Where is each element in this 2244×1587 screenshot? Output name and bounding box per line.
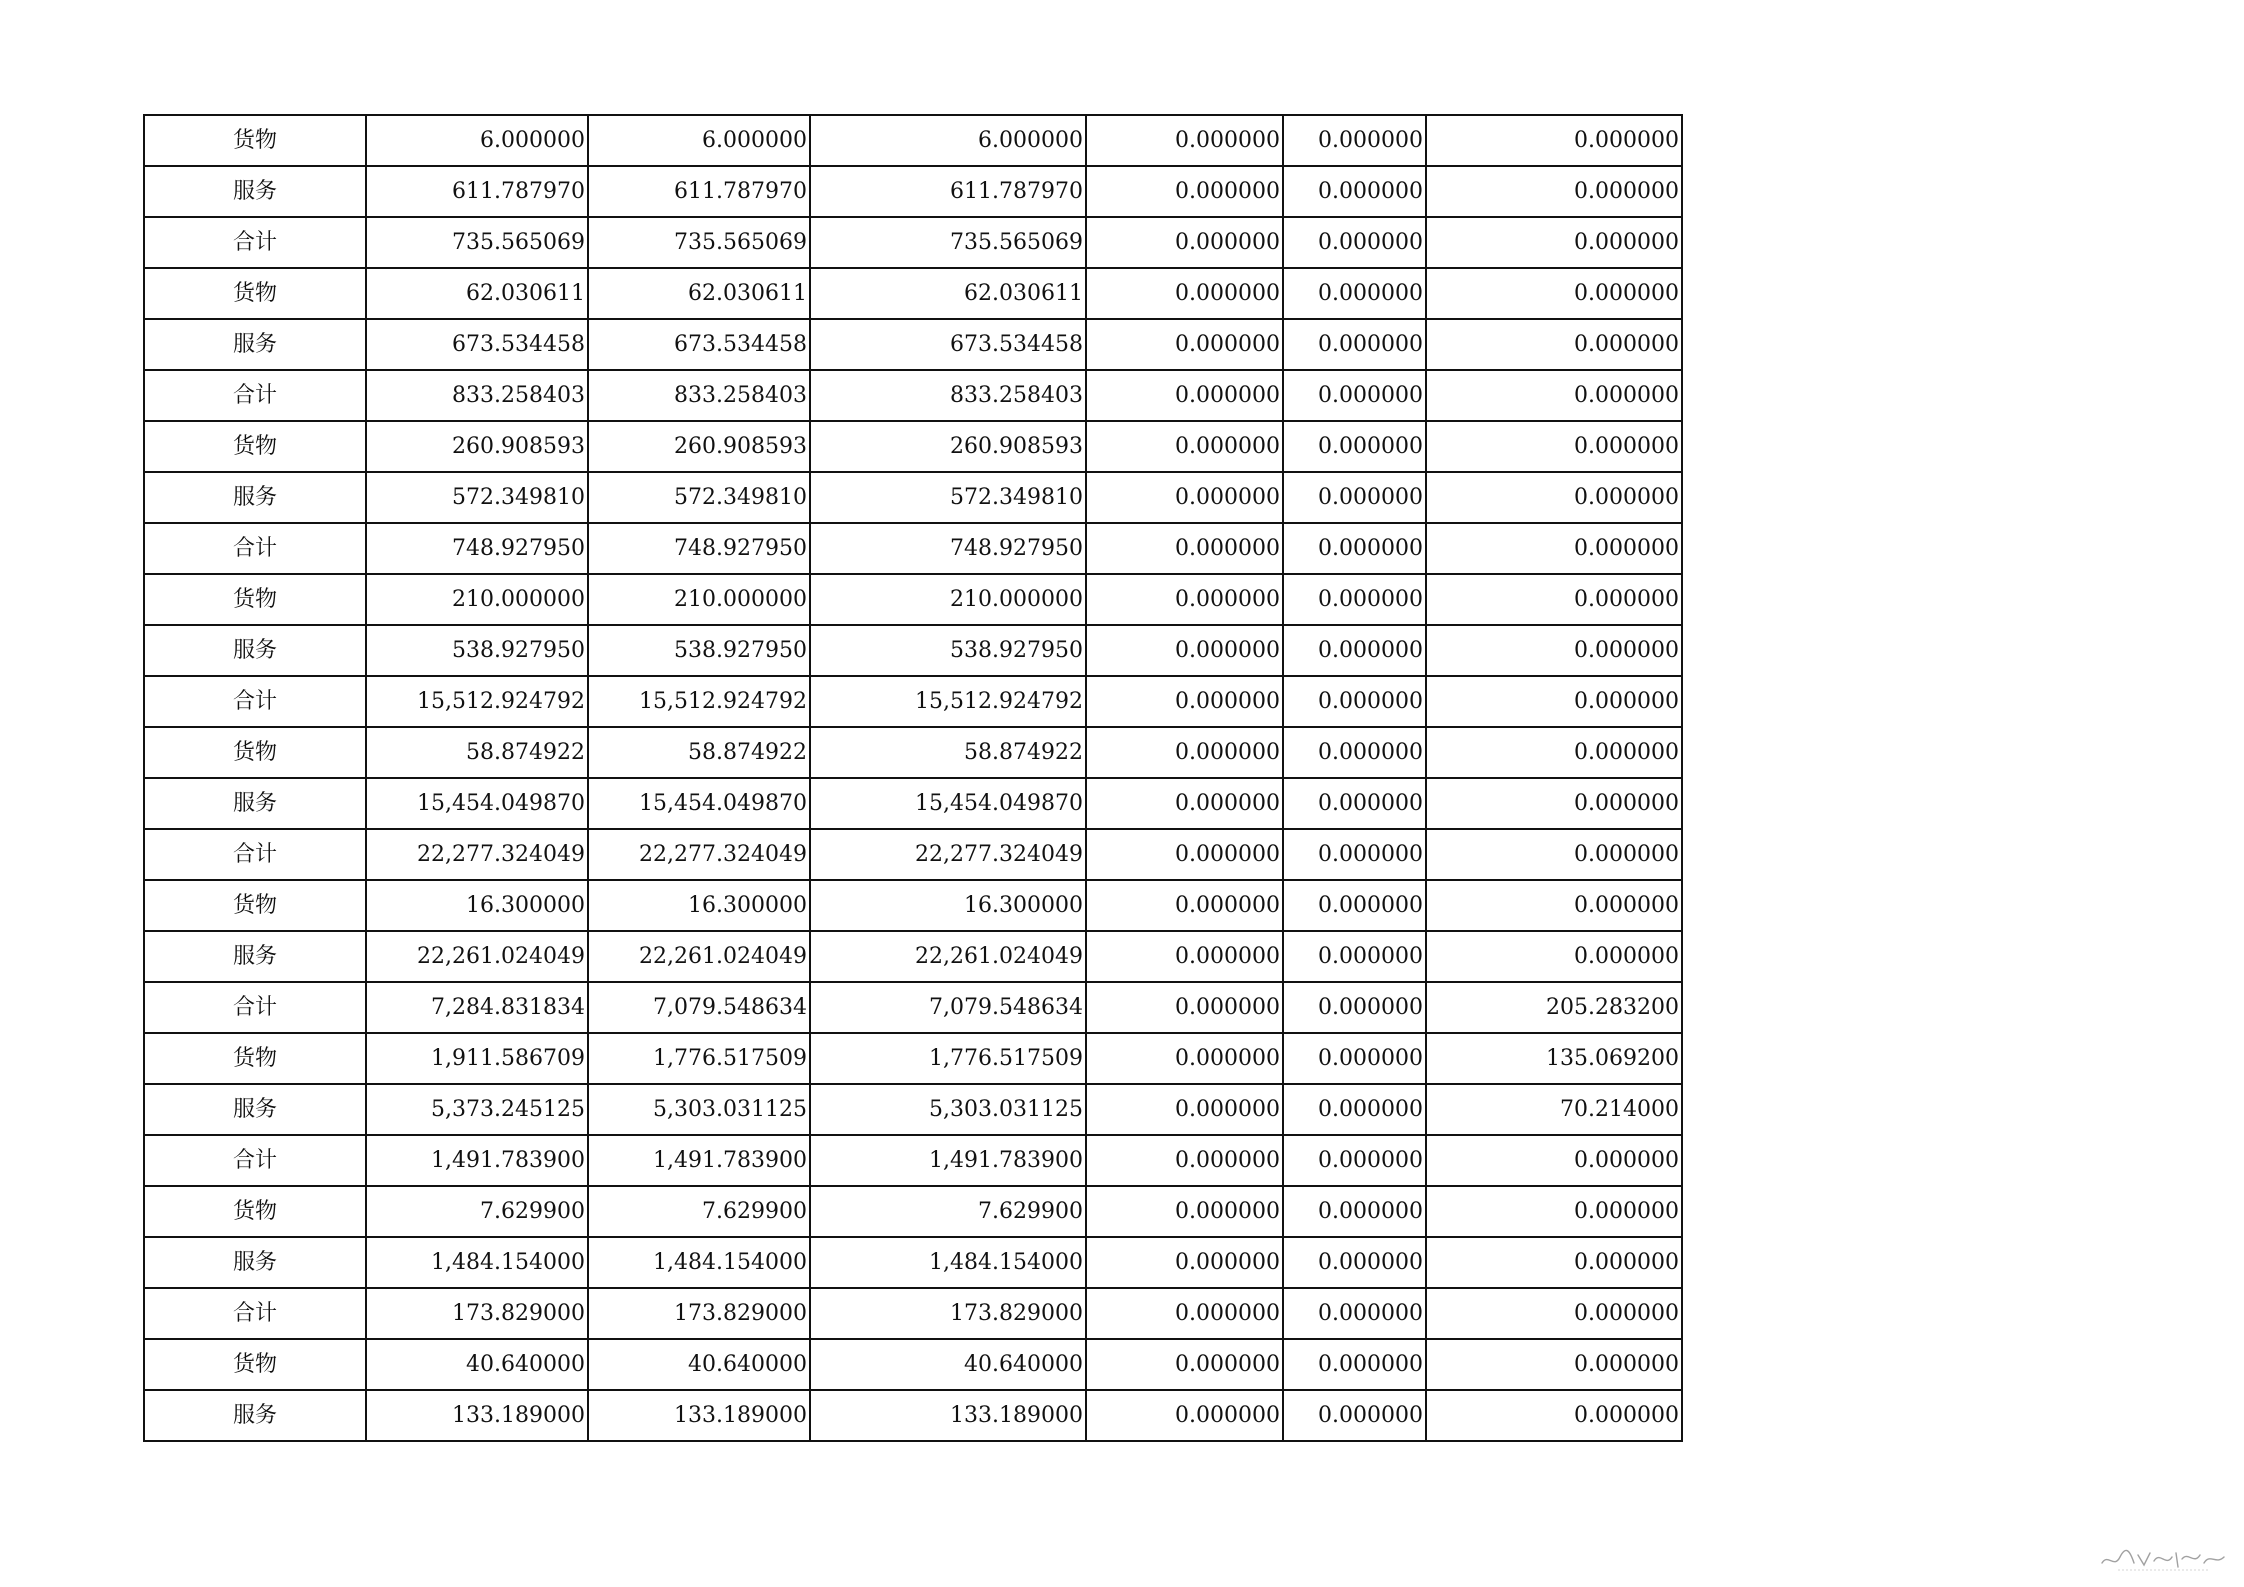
table-cell: 0.000000 (1426, 1288, 1682, 1339)
table-cell: 1,491.783900 (366, 1135, 588, 1186)
table-cell: 7,284.831834 (366, 982, 588, 1033)
table-cell: 0.000000 (1283, 574, 1426, 625)
table-cell: 5,303.031125 (588, 1084, 810, 1135)
table-cell: 673.534458 (588, 319, 810, 370)
table-cell: 0.000000 (1283, 676, 1426, 727)
table-row (144, 676, 1682, 727)
table-cell: 0.000000 (1283, 217, 1426, 268)
table-cell: 0.000000 (1086, 982, 1283, 1033)
row-label: 货物 (144, 421, 366, 472)
table-cell: 0.000000 (1426, 778, 1682, 829)
table-cell: 0.000000 (1086, 115, 1283, 166)
table-cell: 0.000000 (1426, 1339, 1682, 1390)
table-cell: 0.000000 (1086, 625, 1283, 676)
row-label: 货物 (144, 727, 366, 778)
table-row (144, 1237, 1682, 1288)
table-cell: 833.258403 (366, 370, 588, 421)
table-cell: 1,491.783900 (810, 1135, 1086, 1186)
table-cell: 0.000000 (1426, 523, 1682, 574)
row-label: 合计 (144, 217, 366, 268)
table-cell: 6.000000 (810, 115, 1086, 166)
table-cell: 0.000000 (1086, 217, 1283, 268)
table-cell: 0.000000 (1086, 931, 1283, 982)
table-cell: 0.000000 (1426, 625, 1682, 676)
table-row (144, 982, 1682, 1033)
table-cell: 62.030611 (810, 268, 1086, 319)
table-row (144, 1135, 1682, 1186)
table-cell: 0.000000 (1086, 829, 1283, 880)
table-cell: 0.000000 (1426, 166, 1682, 217)
row-label: 服务 (144, 931, 366, 982)
table-row (144, 829, 1682, 880)
table-cell: 0.000000 (1086, 1033, 1283, 1084)
table-row (144, 523, 1682, 574)
table-cell: 748.927950 (810, 523, 1086, 574)
table-cell: 572.349810 (810, 472, 1086, 523)
table-cell: 1,491.783900 (588, 1135, 810, 1186)
table-cell: 0.000000 (1283, 166, 1426, 217)
table-cell: 7,079.548634 (588, 982, 810, 1033)
table-cell: 210.000000 (588, 574, 810, 625)
table-row (144, 1288, 1682, 1339)
table-row (144, 370, 1682, 421)
table-cell: 5,303.031125 (810, 1084, 1086, 1135)
table-row (144, 1390, 1682, 1441)
table-cell: 0.000000 (1283, 625, 1426, 676)
table-cell: 22,261.024049 (588, 931, 810, 982)
row-label: 服务 (144, 166, 366, 217)
table-cell: 1,484.154000 (810, 1237, 1086, 1288)
table-cell: 0.000000 (1283, 523, 1426, 574)
table-cell: 0.000000 (1283, 931, 1426, 982)
table-cell: 6.000000 (366, 115, 588, 166)
table-cell: 0.000000 (1086, 523, 1283, 574)
table-row (144, 115, 1682, 166)
table-row (144, 319, 1682, 370)
table-row (144, 472, 1682, 523)
table-cell: 173.829000 (810, 1288, 1086, 1339)
watermark-signature (2098, 1545, 2228, 1573)
table-cell: 22,277.324049 (588, 829, 810, 880)
table-cell: 0.000000 (1426, 931, 1682, 982)
table-row (144, 727, 1682, 778)
row-label: 服务 (144, 778, 366, 829)
table-cell: 0.000000 (1086, 778, 1283, 829)
table-cell: 15,512.924792 (366, 676, 588, 727)
table-cell: 205.283200 (1426, 982, 1682, 1033)
table-cell: 0.000000 (1426, 1135, 1682, 1186)
table-cell: 1,484.154000 (366, 1237, 588, 1288)
table-cell: 1,484.154000 (588, 1237, 810, 1288)
row-label: 货物 (144, 880, 366, 931)
table-cell: 0.000000 (1086, 370, 1283, 421)
table-cell: 0.000000 (1426, 1390, 1682, 1441)
table-cell: 0.000000 (1283, 319, 1426, 370)
table-cell: 0.000000 (1283, 829, 1426, 880)
table-row (144, 880, 1682, 931)
table-cell: 0.000000 (1283, 1237, 1426, 1288)
table-cell: 0.000000 (1426, 370, 1682, 421)
table-cell: 0.000000 (1426, 727, 1682, 778)
table-cell: 15,454.049870 (588, 778, 810, 829)
table-cell: 0.000000 (1283, 370, 1426, 421)
table-row (144, 1084, 1682, 1135)
table-cell: 0.000000 (1426, 1186, 1682, 1237)
table-cell: 611.787970 (588, 166, 810, 217)
table-cell: 260.908593 (810, 421, 1086, 472)
table-cell: 22,277.324049 (810, 829, 1086, 880)
table-cell: 210.000000 (366, 574, 588, 625)
table-cell: 173.829000 (588, 1288, 810, 1339)
table-cell: 0.000000 (1086, 1390, 1283, 1441)
table-body (144, 115, 1682, 1441)
table-cell: 0.000000 (1086, 574, 1283, 625)
table-cell: 0.000000 (1086, 1084, 1283, 1135)
table-cell: 7,079.548634 (810, 982, 1086, 1033)
table-cell: 58.874922 (810, 727, 1086, 778)
table-cell: 15,454.049870 (810, 778, 1086, 829)
table-cell: 133.189000 (588, 1390, 810, 1441)
row-label: 服务 (144, 472, 366, 523)
table-cell: 40.640000 (810, 1339, 1086, 1390)
row-label: 合计 (144, 1288, 366, 1339)
table-cell: 0.000000 (1086, 1135, 1283, 1186)
table-cell: 6.000000 (588, 115, 810, 166)
row-label: 货物 (144, 1186, 366, 1237)
row-label: 服务 (144, 319, 366, 370)
table-cell: 16.300000 (588, 880, 810, 931)
table-cell: 7.629900 (810, 1186, 1086, 1237)
table-cell: 0.000000 (1086, 1237, 1283, 1288)
table-cell: 62.030611 (366, 268, 588, 319)
row-label: 合计 (144, 1135, 366, 1186)
row-label: 服务 (144, 1390, 366, 1441)
table-cell: 0.000000 (1426, 268, 1682, 319)
table-cell: 1,911.586709 (366, 1033, 588, 1084)
table-cell: 22,261.024049 (810, 931, 1086, 982)
table-cell: 0.000000 (1283, 1186, 1426, 1237)
table-cell: 572.349810 (366, 472, 588, 523)
table-cell: 7.629900 (366, 1186, 588, 1237)
table-cell: 0.000000 (1283, 472, 1426, 523)
table-row (144, 217, 1682, 268)
table-cell: 0.000000 (1283, 982, 1426, 1033)
table-cell: 0.000000 (1086, 268, 1283, 319)
table-cell: 0.000000 (1283, 778, 1426, 829)
row-label: 货物 (144, 1339, 366, 1390)
row-label: 货物 (144, 1033, 366, 1084)
row-label: 货物 (144, 268, 366, 319)
table-row (144, 1033, 1682, 1084)
table-cell: 833.258403 (588, 370, 810, 421)
table-cell: 0.000000 (1283, 268, 1426, 319)
table-cell: 0.000000 (1283, 1033, 1426, 1084)
table-cell: 135.069200 (1426, 1033, 1682, 1084)
table-cell: 0.000000 (1086, 472, 1283, 523)
table-cell: 0.000000 (1283, 1084, 1426, 1135)
table-cell: 58.874922 (366, 727, 588, 778)
table-cell: 15,454.049870 (366, 778, 588, 829)
table-cell: 7.629900 (588, 1186, 810, 1237)
table-row (144, 1339, 1682, 1390)
table-cell: 22,261.024049 (366, 931, 588, 982)
data-table (143, 114, 1683, 1442)
table-cell: 15,512.924792 (588, 676, 810, 727)
row-label: 合计 (144, 370, 366, 421)
table-cell: 0.000000 (1283, 1288, 1426, 1339)
row-label: 合计 (144, 982, 366, 1033)
table-cell: 40.640000 (366, 1339, 588, 1390)
table-cell: 133.189000 (810, 1390, 1086, 1441)
table-row (144, 931, 1682, 982)
table-cell: 748.927950 (366, 523, 588, 574)
table-cell: 0.000000 (1086, 1186, 1283, 1237)
table-cell: 0.000000 (1426, 115, 1682, 166)
table-cell: 0.000000 (1426, 217, 1682, 268)
table-row (144, 421, 1682, 472)
table-cell: 0.000000 (1283, 1339, 1426, 1390)
table-cell: 0.000000 (1086, 166, 1283, 217)
table-cell: 0.000000 (1086, 1339, 1283, 1390)
row-label: 货物 (144, 115, 366, 166)
table-cell: 735.565069 (588, 217, 810, 268)
table-cell: 133.189000 (366, 1390, 588, 1441)
table-cell: 0.000000 (1283, 1135, 1426, 1186)
table-row (144, 268, 1682, 319)
table-cell: 0.000000 (1426, 1237, 1682, 1288)
table-cell: 0.000000 (1086, 676, 1283, 727)
table-row (144, 166, 1682, 217)
table-cell: 611.787970 (810, 166, 1086, 217)
table-cell: 0.000000 (1086, 319, 1283, 370)
table-cell: 22,277.324049 (366, 829, 588, 880)
table-cell: 538.927950 (366, 625, 588, 676)
table-cell: 735.565069 (810, 217, 1086, 268)
table-cell: 735.565069 (366, 217, 588, 268)
table-cell: 538.927950 (810, 625, 1086, 676)
row-label: 合计 (144, 676, 366, 727)
table-row (144, 778, 1682, 829)
table-cell: 16.300000 (810, 880, 1086, 931)
table-cell: 173.829000 (366, 1288, 588, 1339)
table-cell: 0.000000 (1086, 880, 1283, 931)
table-cell: 673.534458 (810, 319, 1086, 370)
table-cell: 58.874922 (588, 727, 810, 778)
table-cell: 70.214000 (1426, 1084, 1682, 1135)
table-cell: 611.787970 (366, 166, 588, 217)
table-cell: 0.000000 (1283, 421, 1426, 472)
table-row (144, 574, 1682, 625)
table-cell: 0.000000 (1283, 880, 1426, 931)
table-cell: 0.000000 (1426, 319, 1682, 370)
table-cell: 748.927950 (588, 523, 810, 574)
table-cell: 62.030611 (588, 268, 810, 319)
table-cell: 0.000000 (1283, 1390, 1426, 1441)
table-row (144, 625, 1682, 676)
table-cell: 15,512.924792 (810, 676, 1086, 727)
table-cell: 572.349810 (588, 472, 810, 523)
table-cell: 0.000000 (1426, 421, 1682, 472)
row-label: 合计 (144, 829, 366, 880)
table-cell: 16.300000 (366, 880, 588, 931)
row-label: 服务 (144, 1237, 366, 1288)
table-cell: 210.000000 (810, 574, 1086, 625)
table-cell: 538.927950 (588, 625, 810, 676)
table-cell: 0.000000 (1426, 472, 1682, 523)
table-cell: 1,776.517509 (810, 1033, 1086, 1084)
table-cell: 0.000000 (1426, 880, 1682, 931)
signature-icon (2098, 1545, 2228, 1573)
row-label: 合计 (144, 523, 366, 574)
table-cell: 0.000000 (1086, 727, 1283, 778)
table-cell: 833.258403 (810, 370, 1086, 421)
row-label: 服务 (144, 1084, 366, 1135)
table-cell: 673.534458 (366, 319, 588, 370)
table-cell: 0.000000 (1086, 1288, 1283, 1339)
row-label: 服务 (144, 625, 366, 676)
table-cell: 0.000000 (1283, 115, 1426, 166)
table-cell: 0.000000 (1086, 421, 1283, 472)
table-cell: 40.640000 (588, 1339, 810, 1390)
table-cell: 260.908593 (366, 421, 588, 472)
table-cell: 0.000000 (1426, 829, 1682, 880)
table-row (144, 1186, 1682, 1237)
table-cell: 0.000000 (1426, 676, 1682, 727)
row-label: 货物 (144, 574, 366, 625)
table-cell: 1,776.517509 (588, 1033, 810, 1084)
table-cell: 5,373.245125 (366, 1084, 588, 1135)
table-cell: 0.000000 (1283, 727, 1426, 778)
table-cell: 0.000000 (1426, 574, 1682, 625)
table-cell: 260.908593 (588, 421, 810, 472)
